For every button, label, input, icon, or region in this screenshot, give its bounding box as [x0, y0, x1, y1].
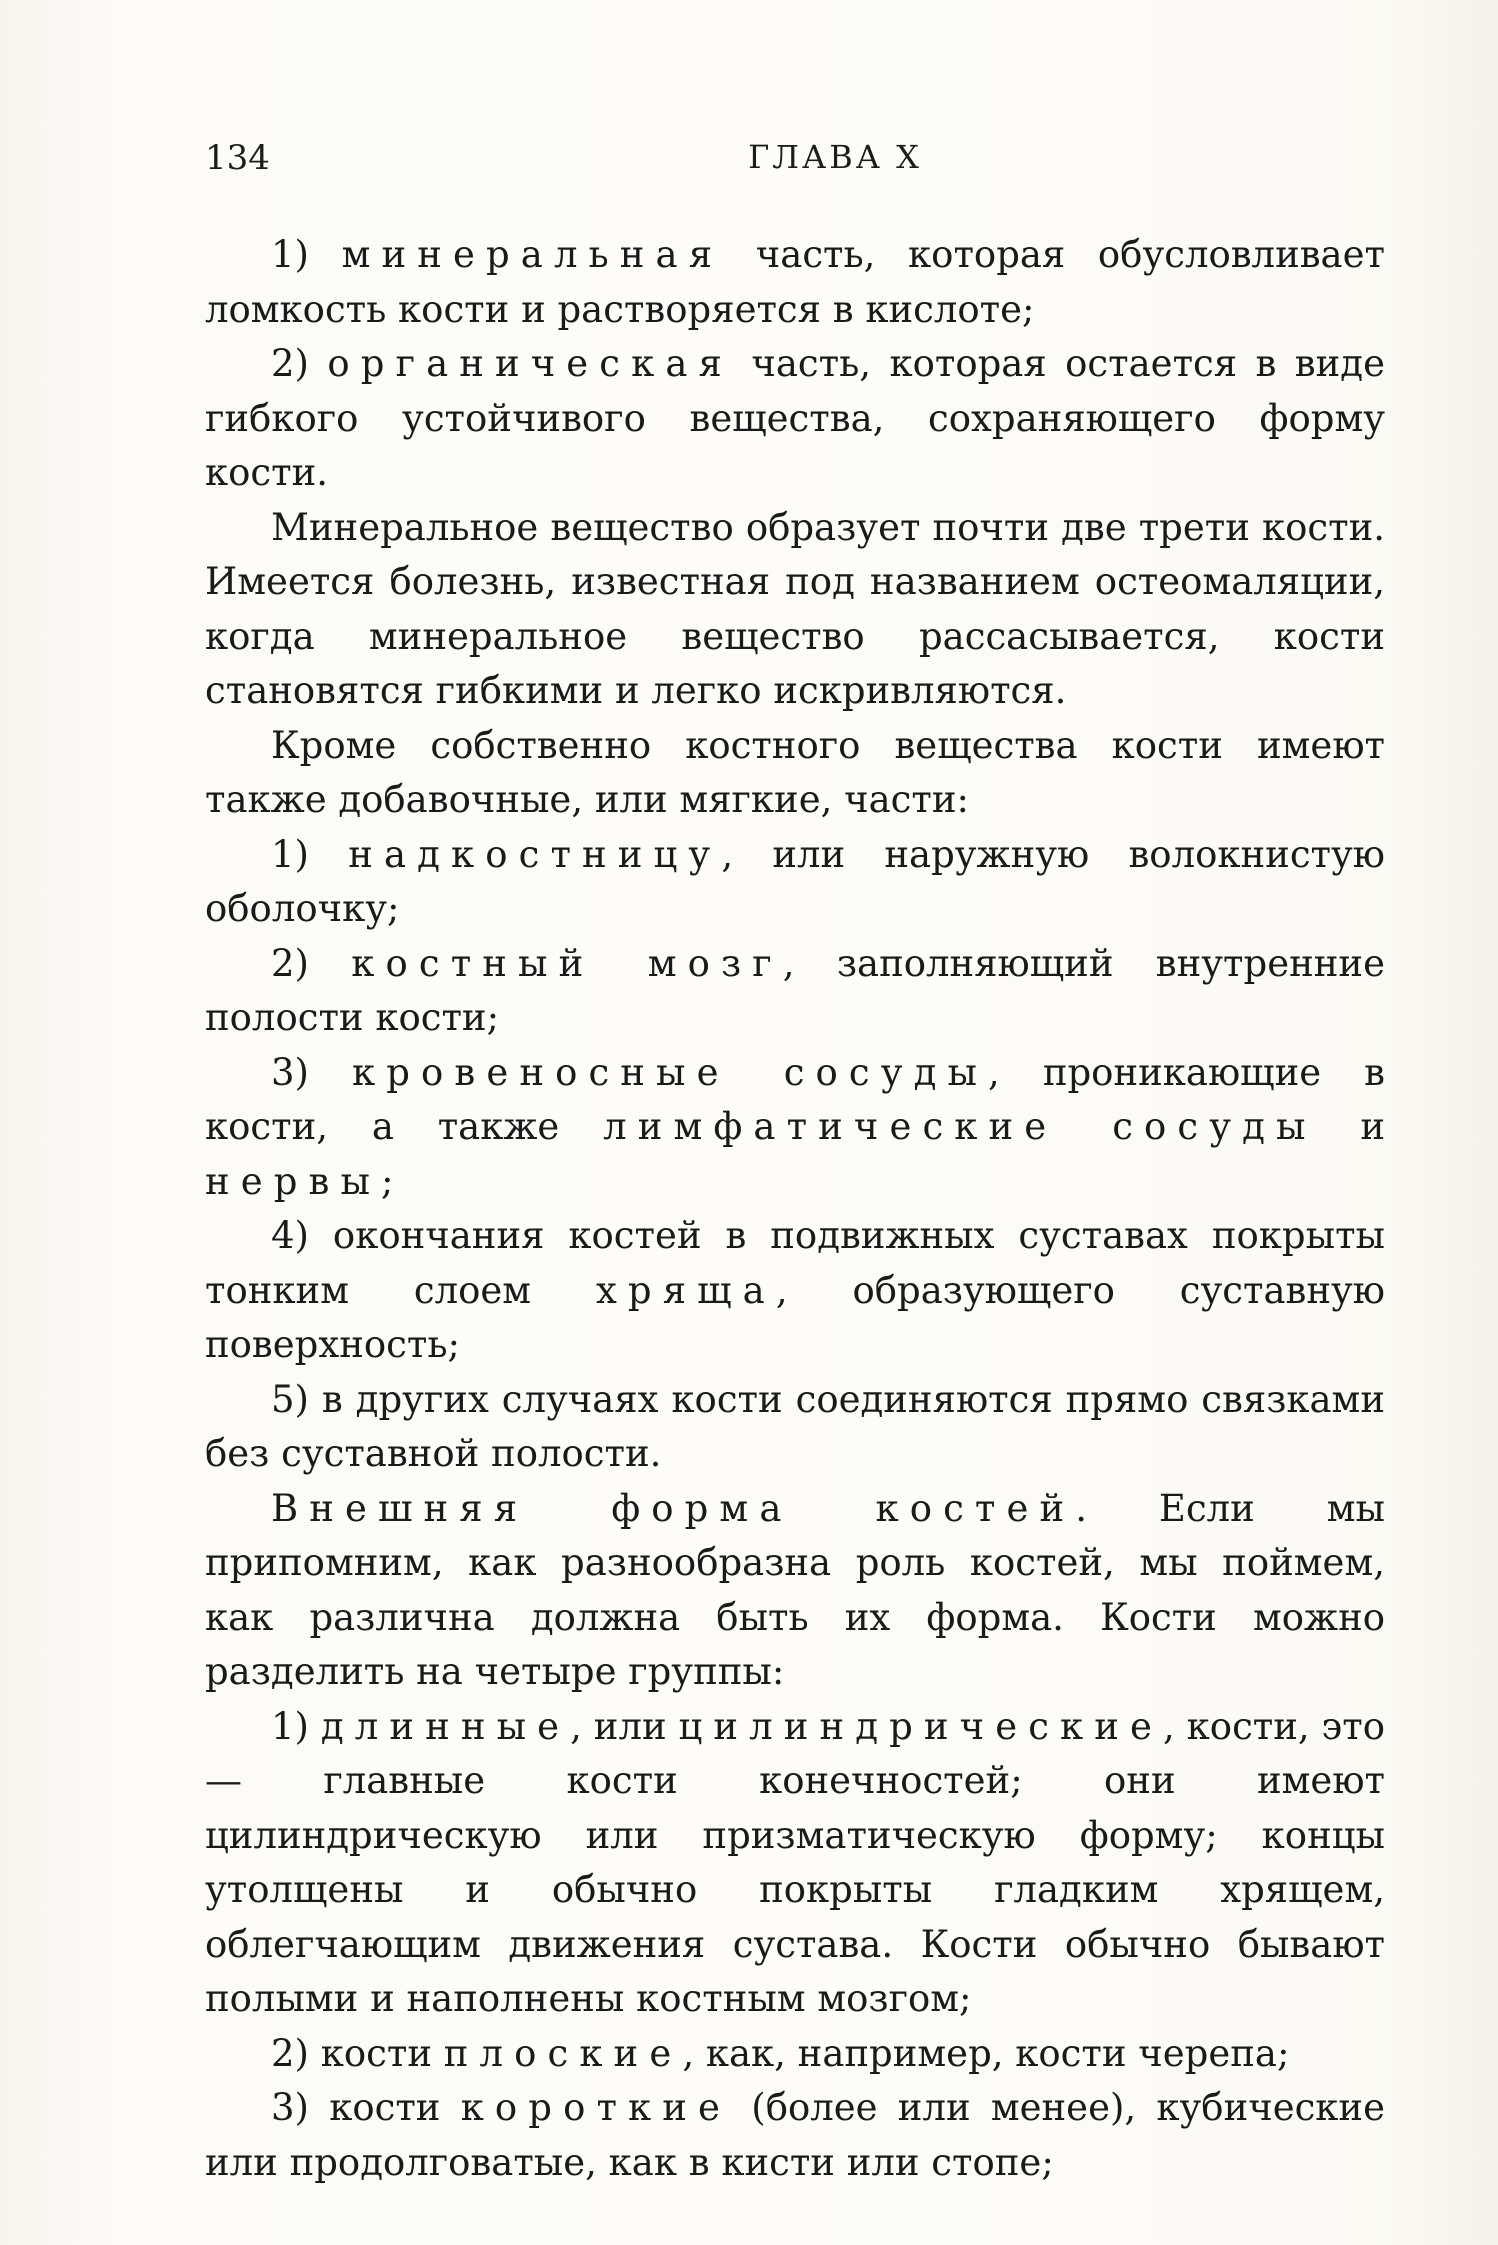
paragraph-vessels: 3) кровеносные сосуды, проникающие в кости, а также лимфатические сосуды и нервы;: [205, 1050, 1386, 1203]
paragraph-short-bones: 3) кости короткие (более или менее), кубические или продолговатые, как в кисти или стопе;: [205, 2086, 1385, 2184]
spaced-term: минеральная: [341, 233, 724, 276]
paragraph-osteomalacia: Минеральное вещество образует почти две трети кости. Имеется болезнь, известная под названием остеомаляции, когда минеральное вещество рассасывается, кости становятся гибкими и легко искривляются.: [205, 505, 1385, 712]
paragraph-mineral-part: 1) минеральная часть, которая обусловливает ломкость кости и растворяется в кислоте;: [205, 233, 1385, 331]
spaced-term: надкостницу: [348, 832, 722, 876]
body-text: [205, 228, 1385, 2190]
spaced-term: цилиндрические: [678, 1704, 1164, 1748]
spaced-term: костный мозг: [351, 941, 783, 985]
paragraph-bone-marrow: 2) костный мозг, заполняющий внутренние полости кости;: [205, 941, 1385, 1039]
spaced-term: длинные: [320, 1704, 571, 1748]
spaced-term: кровеносные сосуды: [352, 1050, 989, 1094]
paragraph-cartilage: 4) окончания костей в подвижных суставах покрыты тонким слоем хряща, образующего суставную поверхность;: [205, 1214, 1385, 1366]
page-header: [205, 130, 1385, 190]
paragraph-organic-part: 2) органическая часть, которая остается в виде гибкого устойчивого вещества, сохраняющего форму кости.: [205, 342, 1385, 494]
section-heading: Внешняя форма костей: [271, 1486, 1076, 1530]
spaced-term: плоские: [443, 2031, 683, 2075]
spaced-term: короткие: [460, 2086, 732, 2129]
paragraph-ligaments: 5) в других случаях кости соединяются прямо связками без суставной полости.: [205, 1377, 1385, 1475]
paragraph-flat-bones: 2) кости плоские, как, например, кости черепа;: [271, 2031, 1290, 2075]
running-head: ГЛАВА X: [748, 138, 922, 176]
paragraph-long-bones: 1) длинные, или цилиндрические, кости, это — главные кости конечностей; они имеют цилиндрическую или призматическую форму; концы утолщены и обычно покрыты гладким хрящем, облегчающим движения сустава. Кости обычно бывают полыми и наполнены костным мозгом;: [205, 1704, 1385, 2020]
spaced-term: органическая: [327, 342, 733, 385]
spaced-term: хряща: [595, 1268, 776, 1312]
paragraph-periosteum: 1) надкостницу, или наружную волокнистую оболочку;: [205, 832, 1385, 930]
spaced-term: лимфатические сосуды: [603, 1105, 1317, 1148]
paragraph-external-form: Внешняя форма костей. Если мы припомним, как разнообразна роль костей, мы поймем, как различна должна быть их форма. Кости можно разделить на четыре группы:: [205, 1486, 1385, 1693]
paragraph-soft-parts-intro: Кроме собственно костного вещества кости имеют также добавочные, или мягкие, части:: [205, 723, 1385, 821]
page-number: 134: [205, 138, 270, 178]
spaced-term: нервы: [205, 1159, 382, 1203]
